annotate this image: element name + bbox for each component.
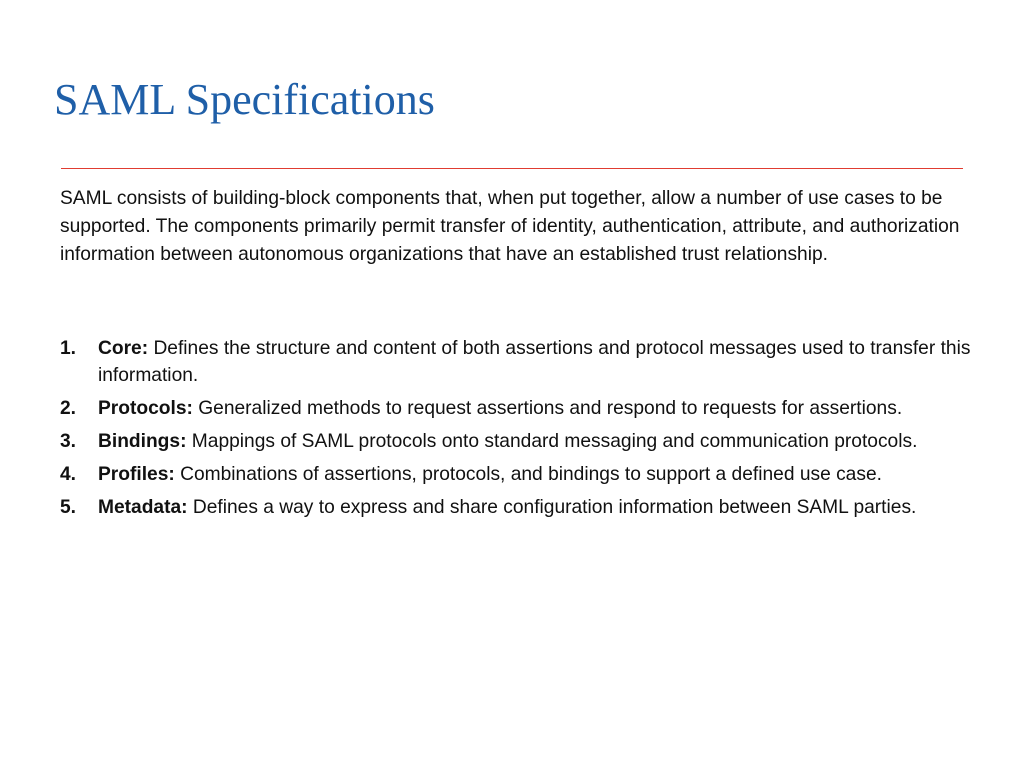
list-item-number: 3. [60,431,77,452]
list-item-description: Generalized methods to request assertions and respond to requests for assertions. [198,398,903,419]
list-item-metadata [60,494,1000,521]
list-item-profiles [60,461,1000,488]
list-item-number: 4. [60,464,77,485]
list-item-number: 2. [60,398,77,419]
list-item-term: Core: [98,338,154,359]
specification-list [60,335,1000,527]
intro-paragraph: SAML consists of building-block components that, when put together, allow a number of use cases to be supported. The components primarily permit transfer of identity, authentication, attribute, and authorization information between autonomous organizations that have an established trust relationship. [60,188,960,265]
slide-title: SAML Specifications [54,75,435,124]
list-item-core [60,335,1000,389]
list-item-term: Bindings: [98,431,192,452]
list-item-number: 1. [60,338,77,359]
list-item-protocols [60,395,1000,422]
list-item-description: Defines the structure and content of both assertions and protocol messages used to transfer this information. [98,338,971,386]
list-item-term: Metadata: [98,497,193,518]
list-item-description: Mappings of SAML protocols onto standard messaging and communication protocols. [191,431,918,452]
list-item-description: Defines a way to express and share configuration information between SAML parties. [192,497,917,518]
list-item-term: Profiles: [98,464,181,485]
title-divider [61,168,963,169]
list-item-term: Protocols: [98,398,199,419]
list-item-bindings [60,428,1000,455]
list-item-number: 5. [60,497,77,518]
list-item-description: Combinations of assertions, protocols, and bindings to support a defined use case. [180,464,882,485]
